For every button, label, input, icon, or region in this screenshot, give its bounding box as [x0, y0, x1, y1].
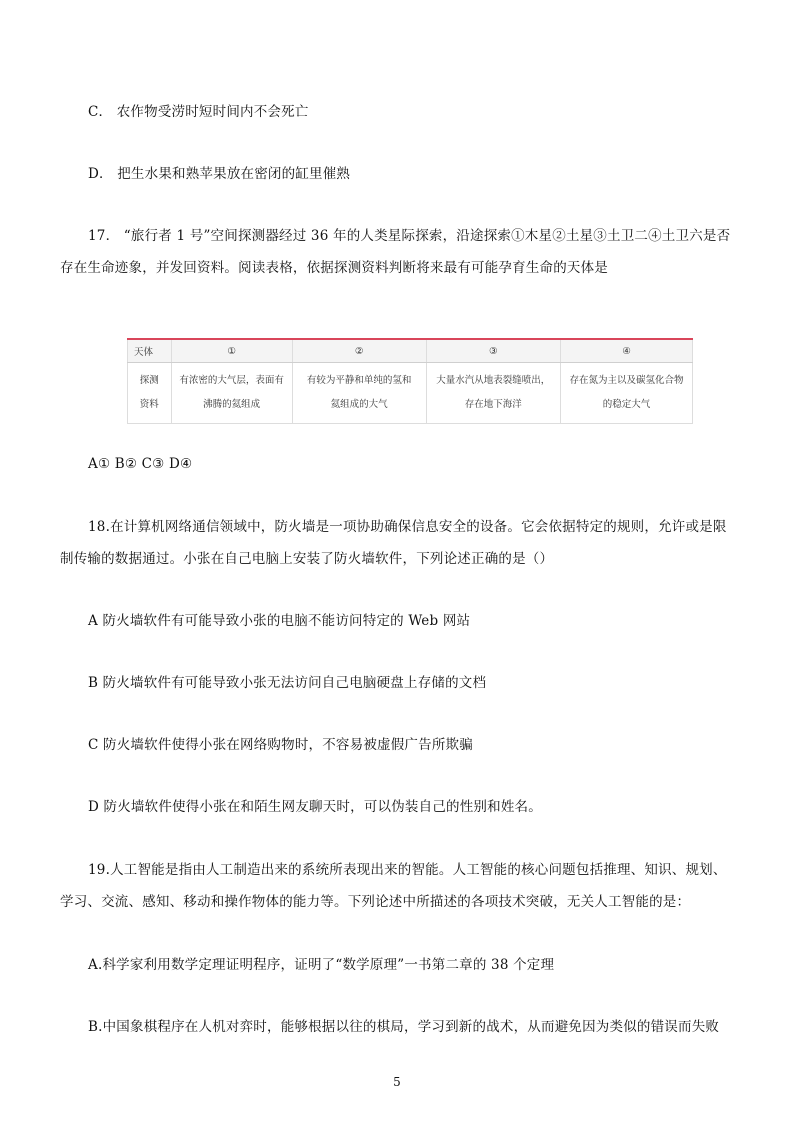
- q18-option-a: A 防火墙软件有可能导致小张的电脑不能访问特定的 Web 网站: [88, 613, 471, 629]
- q19-stem-line1: 19.人工智能是指由人工制造出来的系统所表现出来的智能。人工智能的核心问题包括推理、知识、规划、: [88, 862, 727, 878]
- table-cell-line: 大量水汽从地表裂缝喷出，: [436, 375, 551, 386]
- q18-stem-line1: 18.在计算机网络通信领域中，防火墙是一项协助确保信息安全的设备。它会依据特定的规则，允许或是限: [88, 519, 727, 535]
- table-header-row: [128, 339, 693, 363]
- row-label-line: 探测: [139, 375, 159, 386]
- q17-options: A① B② C③ D④: [88, 456, 193, 472]
- row-label-line: 资料: [139, 399, 159, 410]
- q16-option-d: D． 把生水果和熟苹果放在密闭的缸里催熟: [88, 166, 351, 182]
- table-cell-line: 沸腾的氦组成: [203, 399, 261, 410]
- q16-option-c: C． 农作物受涝时短时间内不会死亡: [88, 104, 309, 120]
- q19-option-a: A.科学家利用数学定理证明程序，证明了“数学原理”一书第二章的 38 个定理: [88, 957, 555, 973]
- table-cell: [561, 363, 693, 424]
- table-cell-line: 存在地下海洋: [464, 399, 522, 410]
- table-cell: [292, 363, 426, 424]
- table-header-cell: ②: [292, 339, 426, 363]
- table-header-cell: ④: [561, 339, 693, 363]
- q17-stem-line1: 17． “旅行者 1 号”空间探测器经过 36 年的人类星际探索，沿途探索①木星②土星③土卫二④土卫六是否: [88, 228, 731, 244]
- table-row-label: [128, 363, 172, 424]
- q18-option-d: D 防火墙软件使得小张在和陌生网友聊天时，可以伪装自己的性别和姓名。: [88, 799, 542, 815]
- table-header-cell: 天体: [128, 339, 172, 363]
- q19-option-b: B.中国象棋程序在人机对弈时，能够根据以往的棋局，学习到新的战术，从而避免因为类似的错误而失败: [88, 1019, 720, 1035]
- table-cell: [426, 363, 560, 424]
- q18-option-c: C 防火墙软件使得小张在网络购物时，不容易被虚假广告所欺骗: [88, 737, 473, 753]
- q18-option-b: B 防火墙软件有可能导致小张无法访问自己电脑硬盘上存储的文档: [88, 675, 487, 691]
- table-cell-line: 存在氮为主以及碳氢化合物: [569, 375, 684, 386]
- table-cell: [171, 363, 292, 424]
- table-cell-line: 的稳定大气: [602, 399, 651, 410]
- q18-stem-line2: 制传输的数据通过。小张在自己电脑上安装了防火墙软件，下列论述正确的是（）: [60, 551, 554, 567]
- q17-stem-line2: 存在生命迹象，并发回资料。阅读表格，依据探测资料判断将来最有可能孕育生命的天体是: [60, 260, 608, 276]
- page-number: 5: [393, 1075, 401, 1089]
- table-row: [128, 363, 693, 424]
- table-cell-line: 有浓密的大气层，表面有: [179, 375, 284, 386]
- table-cell-line: 有较为平静和单纯的氢和: [306, 375, 412, 386]
- table-header-cell: ①: [171, 339, 292, 363]
- celestial-body-table: [127, 338, 693, 422]
- q19-stem-line2: 学习、交流、感知、移动和操作物体的能力等。下列论述中所描述的各项技术突破，无关人工智能的是：: [60, 894, 691, 910]
- table-header-cell: ③: [426, 339, 560, 363]
- table-cell-line: 氦组成的大气: [330, 399, 388, 410]
